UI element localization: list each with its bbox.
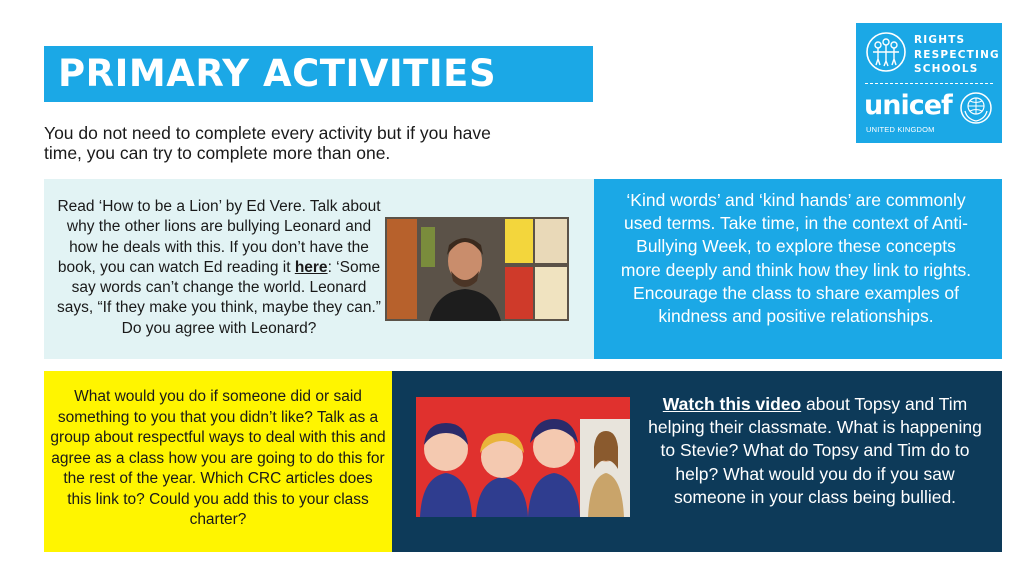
activity-lion-panel (44, 179, 594, 359)
unicef-wordmark: unicef (864, 90, 952, 121)
ed-vere-video-thumbnail[interactable] (385, 217, 569, 321)
activity-class-charter-text: What would you do if someone did or said something to you that you didn’t like? Talk as a group about respectful ways to deal with this and agree as a class how you are going to do this for the rest of the year. Which CRC articles does this link to? Could you add this to your class charter? (50, 388, 386, 528)
activity-topsy-tim-panel (392, 371, 1002, 552)
intro-text: You do not need to complete every activity but if you have time, you can try to complete more than one. (44, 123, 491, 163)
logo-divider (865, 83, 993, 84)
here-link[interactable]: here (294, 258, 328, 276)
rrs-wordmark (914, 33, 1000, 77)
logo-region: UNITED KINGDOM (866, 125, 935, 134)
reader-illustration (385, 217, 569, 321)
activity-kind-words-text: ‘Kind words’ and ‘kind hands’ are commonly used terms. Take time, in the context of Anti-Bullying Week, to explore these concepts more deeply and think how they link to rights. Encourage the class to share examples of kindness and positive relationships. (620, 190, 972, 327)
logo-line-2: RESPECTING (914, 48, 1000, 61)
activity-topsy-tim-text: Watch this video about Topsy and Tim helping their classmate. What is happening to Stevie? What do Topsy and Tim do to help? What would you do if you saw someone in your class being bullied. (648, 394, 982, 507)
unicef-globe-icon (959, 91, 993, 125)
activity-class-charter-panel (44, 371, 392, 552)
rrs-children-icon (865, 31, 907, 73)
watch-video-link[interactable]: Watch this video (662, 394, 802, 414)
topsy-tim-illustration (416, 397, 630, 517)
activity-lion-text: Read ‘How to be a Lion’ by Ed Vere. Talk about why the other lions are bullying Leonard and how he deals with this. If you don’t have the book, you can watch Ed reading it here: ‘Some say words can’t change the world. Leonard says, “If they make you think, maybe they can.” Do you agree with Leonard? (57, 198, 381, 337)
logo-line-1: RIGHTS (914, 34, 966, 46)
page-title: PRIMARY ACTIVITIES (44, 46, 593, 102)
logo-line-3: SCHOOLS (914, 63, 979, 75)
rights-respecting-schools-logo (856, 23, 1002, 143)
topsy-tim-video-thumbnail[interactable] (416, 397, 630, 517)
activity-kind-words-panel (594, 179, 1002, 359)
